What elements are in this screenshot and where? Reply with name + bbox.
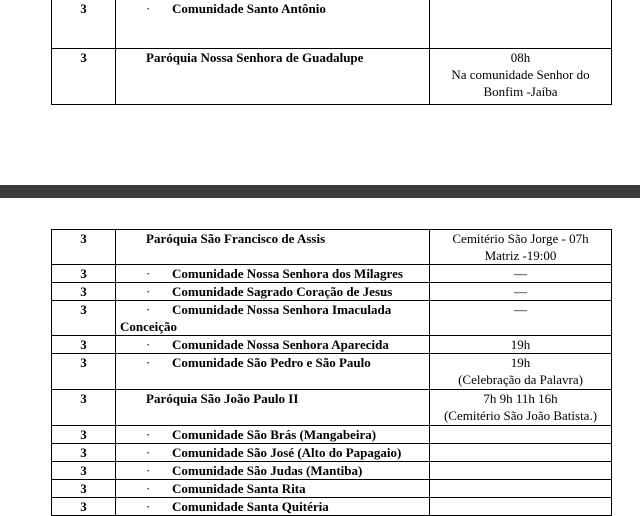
row-number: 3 bbox=[52, 336, 116, 354]
community-name bbox=[116, 336, 430, 354]
bullet: · bbox=[146, 427, 151, 442]
table-row bbox=[52, 498, 612, 516]
table-row bbox=[52, 265, 612, 283]
schedule-cell bbox=[430, 354, 612, 390]
community-name-text: Comunidade Santo Antônio bbox=[172, 1, 326, 16]
table-row bbox=[52, 480, 612, 498]
parish-name: Paróquia São Francisco de Assis bbox=[116, 230, 430, 265]
table-row bbox=[52, 426, 612, 444]
schedule-cell bbox=[430, 462, 612, 480]
bullet: · bbox=[146, 499, 151, 514]
schedule-cell bbox=[430, 498, 612, 516]
row-number: 3 bbox=[52, 390, 116, 426]
community-name-text: Comunidade Nossa Senhora Imaculada bbox=[172, 302, 392, 317]
schedule-cell bbox=[430, 444, 612, 462]
community-name-text: Comunidade São Pedro e São Paulo bbox=[172, 355, 371, 370]
table-row bbox=[52, 444, 612, 462]
schedule-cell: — bbox=[430, 265, 612, 283]
parish-name: Paróquia São João Paulo II bbox=[116, 390, 430, 426]
schedule-cell bbox=[430, 0, 612, 49]
bullet: · bbox=[146, 284, 151, 299]
row-number: 3 bbox=[52, 230, 116, 265]
row-number: 3 bbox=[52, 0, 116, 49]
bullet: · bbox=[146, 355, 151, 370]
community-name bbox=[116, 354, 430, 390]
schedule-line: Bonfim -Jaíba bbox=[483, 84, 558, 99]
document-page-1 bbox=[0, 0, 640, 185]
schedule-line: Na comunidade Senhor do bbox=[451, 67, 590, 82]
bullet: · bbox=[146, 266, 151, 281]
schedule-line: (Cemitério São João Batista.) bbox=[443, 408, 598, 423]
row-number: 3 bbox=[52, 49, 116, 105]
community-name bbox=[116, 426, 430, 444]
bullet: · bbox=[146, 445, 151, 460]
schedule-table-page-1 bbox=[51, 0, 612, 105]
table-row bbox=[52, 462, 612, 480]
row-number: 3 bbox=[52, 462, 116, 480]
table-row bbox=[52, 390, 612, 426]
table-row bbox=[52, 230, 612, 265]
bullet: · bbox=[146, 1, 151, 16]
schedule-cell: 19h bbox=[430, 336, 612, 354]
schedule-line: Matriz -19:00 bbox=[484, 248, 557, 263]
schedule-cell: — bbox=[430, 283, 612, 301]
community-name-continuation: Conceição bbox=[120, 319, 178, 334]
schedule-cell bbox=[430, 230, 612, 265]
community-name-text: Comunidade Nossa Senhora dos Milagres bbox=[172, 266, 403, 281]
parish-name: Paróquia Nossa Senhora de Guadalupe bbox=[116, 49, 430, 105]
row-number: 3 bbox=[52, 354, 116, 390]
row-number: 3 bbox=[52, 283, 116, 301]
schedule-table-page-2 bbox=[51, 229, 612, 516]
community-name-text: Comunidade São Brás (Mangabeira) bbox=[172, 427, 377, 442]
community-name bbox=[116, 0, 430, 49]
community-name bbox=[116, 444, 430, 462]
row-number: 3 bbox=[52, 480, 116, 498]
community-name bbox=[116, 498, 430, 516]
row-number: 3 bbox=[52, 301, 116, 336]
community-name bbox=[116, 283, 430, 301]
document-page-2 bbox=[0, 198, 640, 515]
schedule-line: (Celebração da Palavra) bbox=[458, 372, 583, 387]
community-name bbox=[116, 301, 430, 336]
row-number: 3 bbox=[52, 498, 116, 516]
community-name bbox=[116, 462, 430, 480]
community-name-text: Comunidade Santa Rita bbox=[172, 481, 306, 496]
schedule-cell: — bbox=[430, 301, 612, 336]
schedule-cell bbox=[430, 49, 612, 105]
table-row bbox=[52, 49, 612, 105]
schedule-line: 08h bbox=[510, 50, 531, 65]
community-name-text: Comunidade Sagrado Coração de Jesus bbox=[172, 284, 393, 299]
table-row bbox=[52, 354, 612, 390]
schedule-line: 19h bbox=[510, 355, 531, 370]
row-number: 3 bbox=[52, 265, 116, 283]
community-name-text: Comunidade São Judas (Mantiba) bbox=[172, 463, 363, 478]
community-name-text: Comunidade Santa Quitéria bbox=[172, 499, 329, 514]
table-row bbox=[52, 301, 612, 336]
community-name bbox=[116, 480, 430, 498]
bullet: · bbox=[146, 481, 151, 496]
bullet: · bbox=[146, 463, 151, 478]
schedule-line: 7h 9h 11h 16h bbox=[483, 391, 558, 406]
schedule-cell bbox=[430, 480, 612, 498]
page-gap bbox=[0, 185, 640, 198]
row-number: 3 bbox=[52, 444, 116, 462]
bullet: · bbox=[146, 337, 151, 352]
table-row bbox=[52, 283, 612, 301]
bullet: · bbox=[146, 302, 151, 317]
schedule-cell bbox=[430, 426, 612, 444]
community-name-text: Comunidade Nossa Senhora Aparecida bbox=[172, 337, 389, 352]
schedule-line: Cemitério São Jorge - 07h bbox=[452, 231, 589, 246]
table-row bbox=[52, 0, 612, 49]
schedule-cell bbox=[430, 390, 612, 426]
table-row bbox=[52, 336, 612, 354]
row-number: 3 bbox=[52, 426, 116, 444]
community-name bbox=[116, 265, 430, 283]
community-name-text: Comunidade São José (Alto do Papagaio) bbox=[172, 445, 402, 460]
